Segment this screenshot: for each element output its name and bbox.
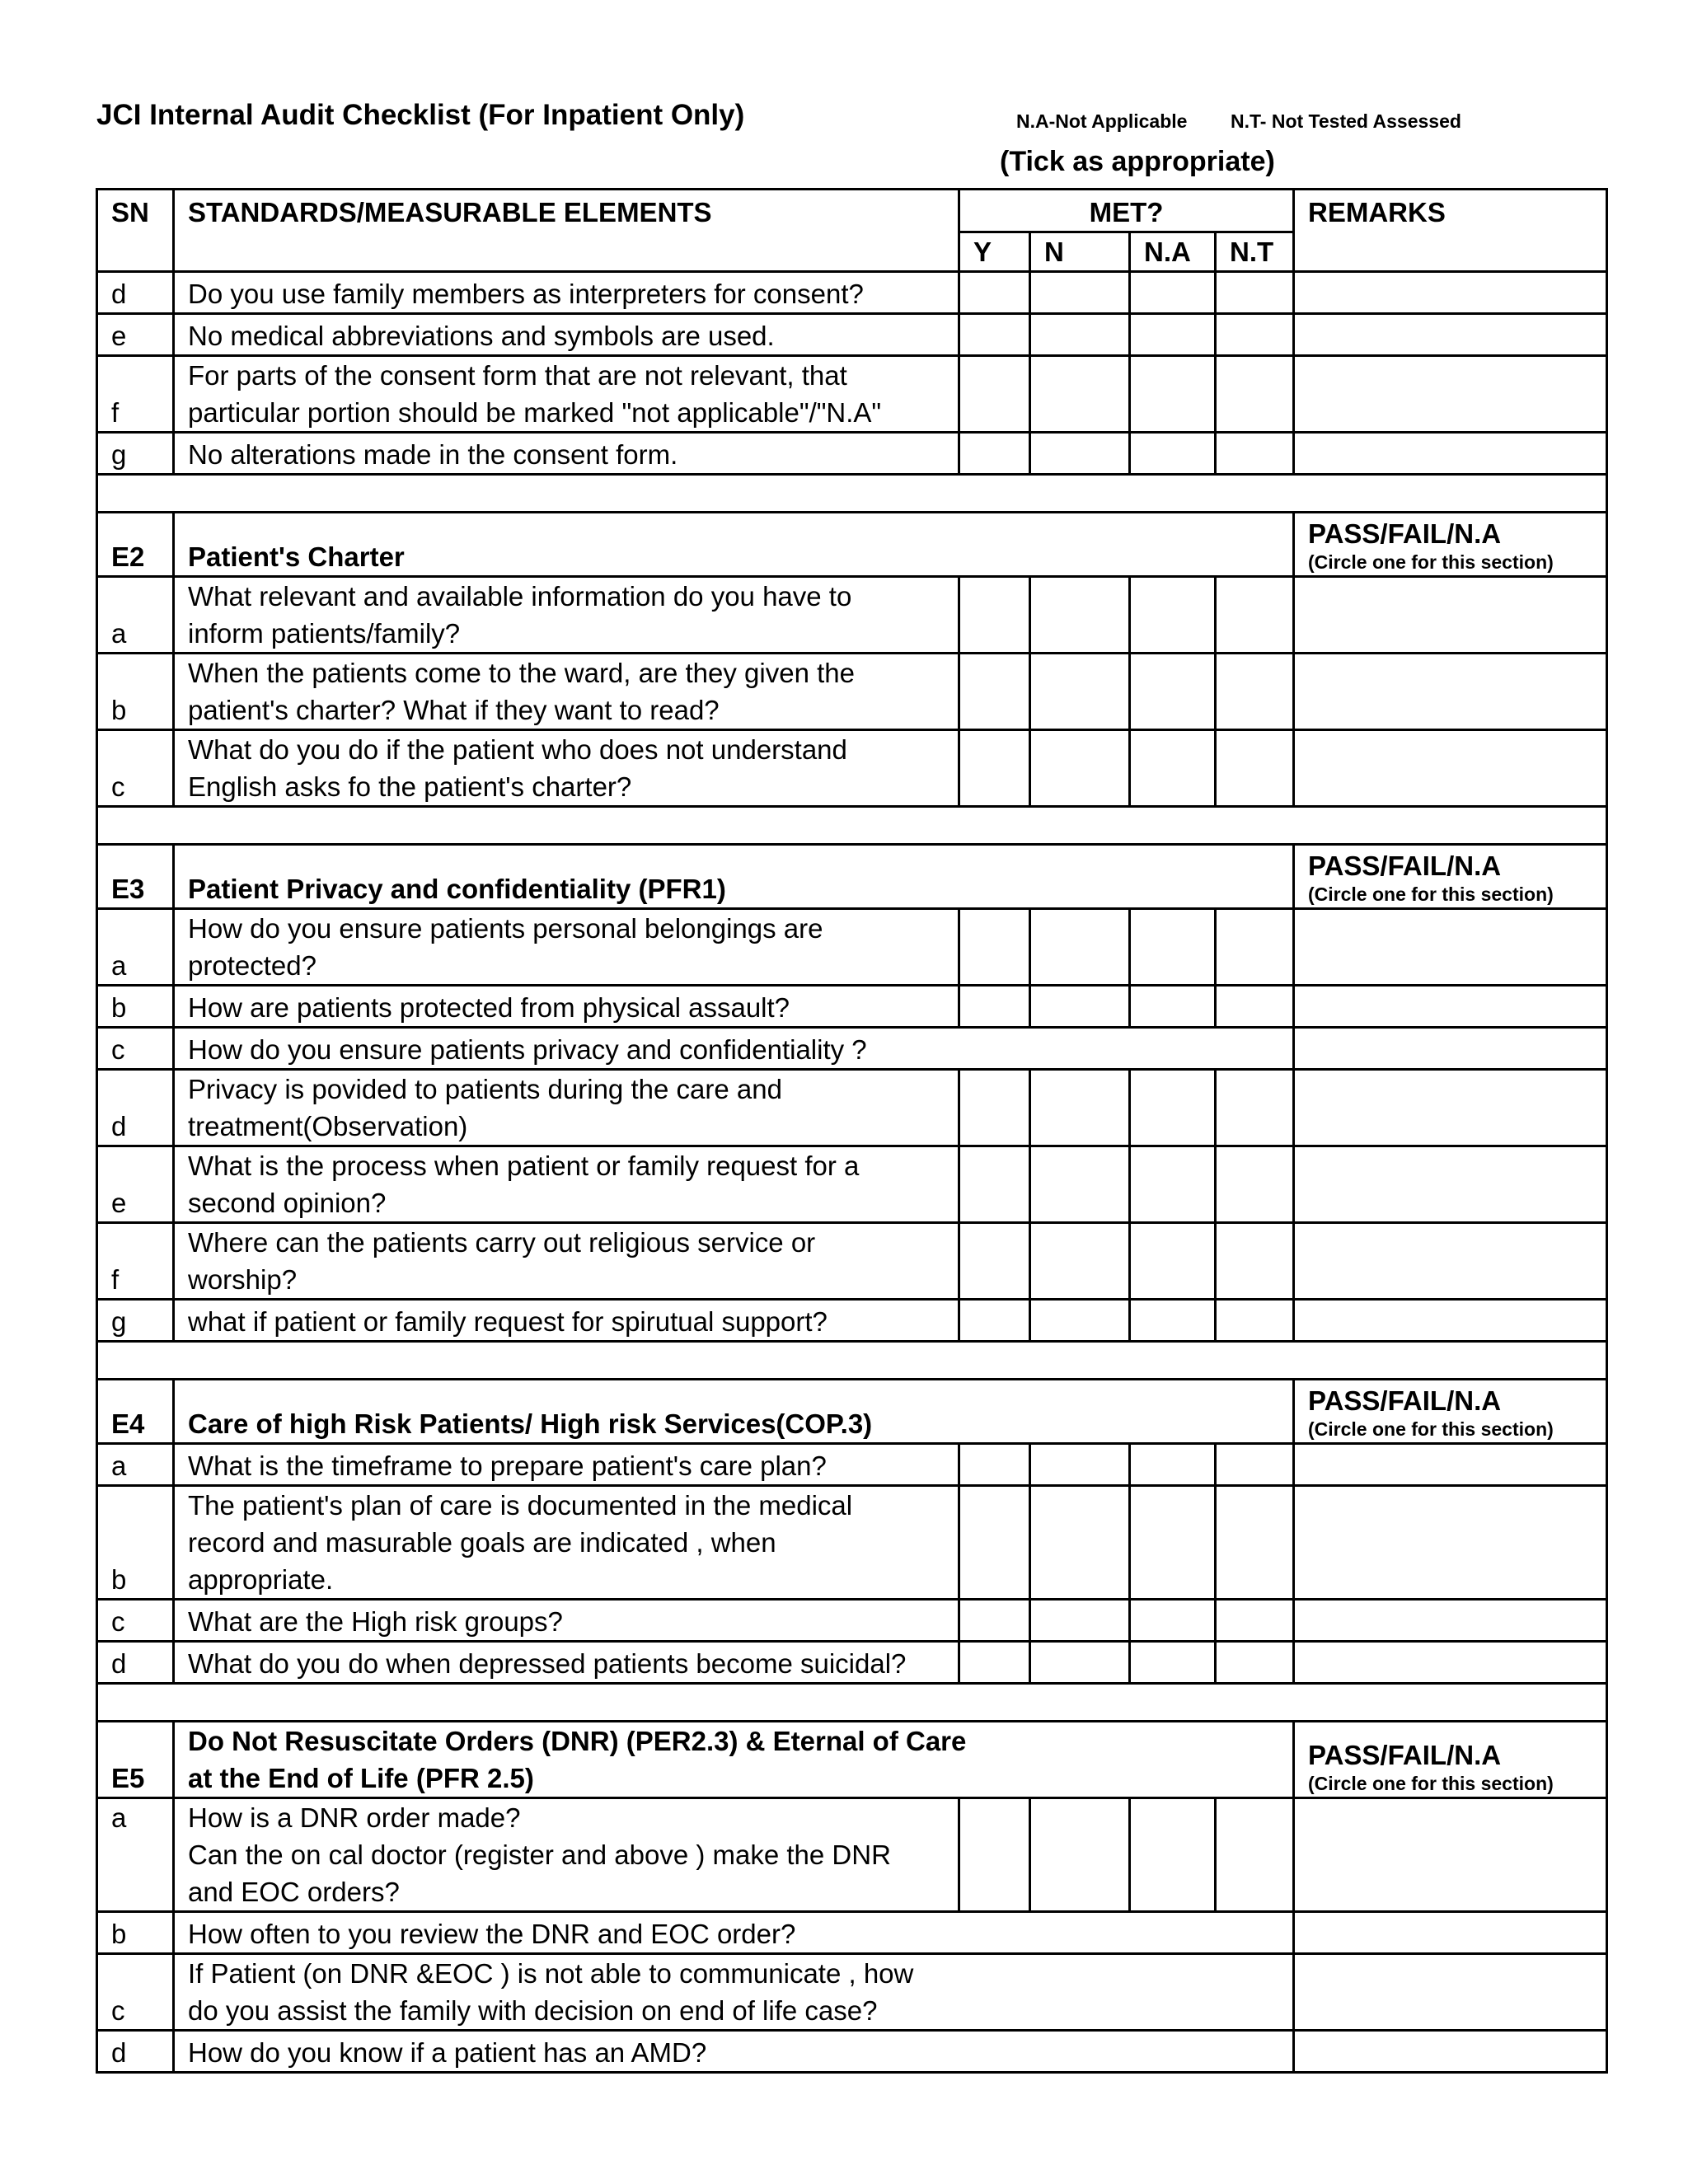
table-row <box>97 1486 1607 1600</box>
remarks-cell[interactable] <box>1294 1642 1607 1684</box>
section-title: Patient Privacy and confidentiality (PFR1) <box>174 845 1294 909</box>
na-checkbox[interactable] <box>1130 1146 1216 1223</box>
row-text: No medical abbreviations and symbols are used. <box>174 314 959 356</box>
section-sn: E3 <box>97 845 174 909</box>
row-text: If Patient (on DNR &EOC ) is not able to communicate , how do you assist the family with decision on end of life case? <box>174 1954 1294 2031</box>
nt-legend: N.T- Not Tested Assessed <box>1231 110 1461 132</box>
na-checkbox[interactable] <box>1130 1486 1216 1600</box>
row-text: Where can the patients carry out religious service or worship? <box>174 1223 959 1300</box>
na-checkbox[interactable] <box>1130 730 1216 807</box>
row-text: How do you know if a patient has an AMD? <box>174 2031 1294 2073</box>
row-text: What do you do when depressed patients become suicidal? <box>174 1642 959 1684</box>
row-text: How do you ensure patients personal belongings are protected? <box>174 909 959 986</box>
n-checkbox[interactable] <box>1030 1070 1130 1146</box>
table-row <box>97 1912 1607 1954</box>
page-title: JCI Internal Audit Checklist (For Inpatient Only) <box>96 99 745 131</box>
row-text: What is the timeframe to prepare patient's care plan? <box>174 1444 959 1486</box>
row-sn: a <box>97 1798 174 1912</box>
table-header-row <box>97 190 1607 232</box>
row-sn: c <box>97 730 174 807</box>
nt-checkbox[interactable] <box>1216 1444 1294 1486</box>
y-checkbox[interactable] <box>959 356 1030 433</box>
section-title: Do Not Resuscitate Orders (DNR) (PER2.3) & Eternal of Care at the End of Life (PFR 2.5) <box>174 1722 1294 1798</box>
na-checkbox[interactable] <box>1130 1070 1216 1146</box>
table-row <box>97 1300 1607 1342</box>
remarks-cell[interactable] <box>1294 1486 1607 1600</box>
table-row <box>97 1028 1607 1070</box>
row-sn: g <box>97 1300 174 1342</box>
nt-checkbox[interactable] <box>1216 986 1294 1028</box>
section-header-row <box>97 1380 1607 1444</box>
row-text: How are patients protected from physical assault? <box>174 986 959 1028</box>
table-row <box>97 314 1607 356</box>
row-sn: c <box>97 1600 174 1642</box>
remarks-cell[interactable] <box>1294 1070 1607 1146</box>
na-checkbox[interactable] <box>1130 577 1216 654</box>
y-checkbox[interactable] <box>959 314 1030 356</box>
spacer-row <box>97 1342 1607 1380</box>
remarks-cell[interactable] <box>1294 1300 1607 1342</box>
row-sn: b <box>97 1912 174 1954</box>
n-checkbox[interactable] <box>1030 1486 1130 1600</box>
table-row <box>97 1798 1607 1912</box>
remarks-cell[interactable] <box>1294 433 1607 475</box>
pass-fail-cell[interactable]: PASS/FAIL/N.A (Circle one for this section) <box>1294 513 1607 577</box>
nt-checkbox[interactable] <box>1216 654 1294 730</box>
n-checkbox[interactable] <box>1030 1444 1130 1486</box>
row-text: The patient's plan of care is documented in the medical record and masurable goals are indicated , when appropriate. <box>174 1486 959 1600</box>
row-sn: b <box>97 986 174 1028</box>
y-checkbox[interactable] <box>959 577 1030 654</box>
y-checkbox[interactable] <box>959 654 1030 730</box>
row-text: Privacy is povided to patients during the care and treatment(Observation) <box>174 1070 959 1146</box>
na-checkbox[interactable] <box>1130 1444 1216 1486</box>
n-checkbox[interactable] <box>1030 577 1130 654</box>
n-checkbox[interactable] <box>1030 1146 1130 1223</box>
row-text: How is a DNR order made? Can the on cal doctor (register and above ) make the DNR and EOC orders? <box>174 1798 959 1912</box>
y-checkbox[interactable] <box>959 986 1030 1028</box>
na-checkbox[interactable] <box>1130 909 1216 986</box>
tick-instruction: (Tick as appropriate) <box>1000 146 1275 177</box>
n-checkbox[interactable] <box>1030 356 1130 433</box>
row-text: What are the High risk groups? <box>174 1600 959 1642</box>
row-sn: b <box>97 1486 174 1600</box>
row-sn: c <box>97 1028 174 1070</box>
n-checkbox[interactable] <box>1030 654 1130 730</box>
na-header: N.A <box>1130 232 1216 272</box>
n-checkbox[interactable] <box>1030 1798 1130 1912</box>
sn-header: SN <box>97 190 174 272</box>
remarks-cell[interactable] <box>1294 909 1607 986</box>
table-row <box>97 577 1607 654</box>
row-text: What do you do if the patient who does not understand English asks fo the patient's charter? <box>174 730 959 807</box>
section-header-row <box>97 1722 1607 1798</box>
table-row <box>97 1146 1607 1223</box>
table-row <box>97 1223 1607 1300</box>
remarks-cell[interactable] <box>1294 1798 1607 1912</box>
spacer-row <box>97 807 1607 845</box>
y-checkbox[interactable] <box>959 1070 1030 1146</box>
row-text: Do you use family members as interpreters for consent? <box>174 272 959 314</box>
row-text: For parts of the consent form that are not relevant, that particular portion should be marked "not applicable"/"N.A" <box>174 356 959 433</box>
remarks-cell[interactable] <box>1294 314 1607 356</box>
remarks-cell[interactable] <box>1294 1146 1607 1223</box>
remarks-cell[interactable] <box>1294 1912 1607 1954</box>
row-sn: f <box>97 1223 174 1300</box>
row-sn: a <box>97 909 174 986</box>
row-sn: e <box>97 1146 174 1223</box>
row-text: what if patient or family request for spirutual support? <box>174 1300 959 1342</box>
nt-checkbox[interactable] <box>1216 1300 1294 1342</box>
row-text: What relevant and available information do you have to inform patients/family? <box>174 577 959 654</box>
y-checkbox[interactable] <box>959 1486 1030 1600</box>
na-checkbox[interactable] <box>1130 1600 1216 1642</box>
nt-checkbox[interactable] <box>1216 1486 1294 1600</box>
nt-checkbox[interactable] <box>1216 314 1294 356</box>
na-checkbox[interactable] <box>1130 654 1216 730</box>
remarks-cell[interactable] <box>1294 2031 1607 2073</box>
nt-checkbox[interactable] <box>1216 1223 1294 1300</box>
spacer-row <box>97 475 1607 513</box>
row-text: What is the process when patient or family request for a second opinion? <box>174 1146 959 1223</box>
y-checkbox[interactable] <box>959 433 1030 475</box>
row-sn: g <box>97 433 174 475</box>
table-row <box>97 1954 1607 2031</box>
row-sn: d <box>97 1070 174 1146</box>
nt-checkbox[interactable] <box>1216 1642 1294 1684</box>
y-checkbox[interactable] <box>959 730 1030 807</box>
na-checkbox[interactable] <box>1130 986 1216 1028</box>
remarks-cell[interactable] <box>1294 1600 1607 1642</box>
row-text: When the patients come to the ward, are they given the patient's charter? What if they want to read? <box>174 654 959 730</box>
y-checkbox[interactable] <box>959 1444 1030 1486</box>
y-checkbox[interactable] <box>959 909 1030 986</box>
row-sn: d <box>97 1642 174 1684</box>
n-checkbox[interactable] <box>1030 1300 1130 1342</box>
table-row <box>97 2031 1607 2073</box>
remarks-cell[interactable] <box>1294 1954 1607 2031</box>
row-sn: d <box>97 2031 174 2073</box>
remarks-header: REMARKS <box>1294 190 1607 272</box>
pass-fail-cell[interactable]: PASS/FAIL/N.A (Circle one for this section) <box>1294 1380 1607 1444</box>
standards-header: STANDARDS/MEASURABLE ELEMENTS <box>174 190 959 272</box>
row-sn: e <box>97 314 174 356</box>
y-checkbox[interactable] <box>959 272 1030 314</box>
y-checkbox[interactable] <box>959 1300 1030 1342</box>
nt-header: N.T <box>1216 232 1294 272</box>
nt-checkbox[interactable] <box>1216 1798 1294 1912</box>
n-checkbox[interactable] <box>1030 1600 1130 1642</box>
na-checkbox[interactable] <box>1130 1798 1216 1912</box>
nt-checkbox[interactable] <box>1216 909 1294 986</box>
na-checkbox[interactable] <box>1130 433 1216 475</box>
table-row <box>97 654 1607 730</box>
na-checkbox[interactable] <box>1130 1300 1216 1342</box>
row-sn: a <box>97 1444 174 1486</box>
row-text: How often to you review the DNR and EOC order? <box>174 1912 1294 1954</box>
na-checkbox[interactable] <box>1130 356 1216 433</box>
table-row <box>97 1070 1607 1146</box>
table-row <box>97 1642 1607 1684</box>
row-sn: c <box>97 1954 174 2031</box>
section-sn: E4 <box>97 1380 174 1444</box>
row-sn: b <box>97 654 174 730</box>
pass-fail-cell[interactable]: PASS/FAIL/N.A (Circle one for this section) <box>1294 845 1607 909</box>
y-checkbox[interactable] <box>959 1146 1030 1223</box>
section-sn: E5 <box>97 1722 174 1798</box>
table-row <box>97 356 1607 433</box>
table-row <box>97 1444 1607 1486</box>
remarks-cell[interactable] <box>1294 1028 1607 1070</box>
remarks-cell[interactable] <box>1294 1444 1607 1486</box>
row-sn: d <box>97 272 174 314</box>
n-checkbox[interactable] <box>1030 986 1130 1028</box>
row-sn: a <box>97 577 174 654</box>
table-row <box>97 730 1607 807</box>
n-checkbox[interactable] <box>1030 730 1130 807</box>
row-sn: f <box>97 356 174 433</box>
na-checkbox[interactable] <box>1130 272 1216 314</box>
nt-checkbox[interactable] <box>1216 1146 1294 1223</box>
nt-checkbox[interactable] <box>1216 730 1294 807</box>
nt-checkbox[interactable] <box>1216 1070 1294 1146</box>
nt-checkbox[interactable] <box>1216 272 1294 314</box>
remarks-cell[interactable] <box>1294 356 1607 433</box>
y-checkbox[interactable] <box>959 1223 1030 1300</box>
remarks-cell[interactable] <box>1294 272 1607 314</box>
remarks-cell[interactable] <box>1294 1223 1607 1300</box>
n-header: N <box>1030 232 1130 272</box>
remarks-cell[interactable] <box>1294 577 1607 654</box>
table-row <box>97 433 1607 475</box>
na-checkbox[interactable] <box>1130 314 1216 356</box>
n-checkbox[interactable] <box>1030 433 1130 475</box>
met-header: MET? <box>959 190 1294 232</box>
section-header-row <box>97 845 1607 909</box>
table-row <box>97 272 1607 314</box>
row-text: How do you ensure patients privacy and confidentiality ? <box>174 1028 1294 1070</box>
y-checkbox[interactable] <box>959 1798 1030 1912</box>
table-row <box>97 986 1607 1028</box>
na-checkbox[interactable] <box>1130 1223 1216 1300</box>
n-checkbox[interactable] <box>1030 314 1130 356</box>
pass-fail-cell[interactable]: PASS/FAIL/N.A (Circle one for this section) <box>1294 1722 1607 1798</box>
y-checkbox[interactable] <box>959 1642 1030 1684</box>
section-sn: E2 <box>97 513 174 577</box>
table-row <box>97 909 1607 986</box>
n-checkbox[interactable] <box>1030 1223 1130 1300</box>
remarks-cell[interactable] <box>1294 986 1607 1028</box>
audit-checklist-table <box>96 188 1608 2074</box>
remarks-cell[interactable] <box>1294 730 1607 807</box>
spacer-row <box>97 1684 1607 1722</box>
section-header-row <box>97 513 1607 577</box>
n-checkbox[interactable] <box>1030 909 1130 986</box>
n-checkbox[interactable] <box>1030 1642 1130 1684</box>
y-header: Y <box>959 232 1030 272</box>
row-text: No alterations made in the consent form. <box>174 433 959 475</box>
nt-checkbox[interactable] <box>1216 433 1294 475</box>
na-checkbox[interactable] <box>1130 1642 1216 1684</box>
y-checkbox[interactable] <box>959 1600 1030 1642</box>
nt-checkbox[interactable] <box>1216 356 1294 433</box>
table-row <box>97 1600 1607 1642</box>
n-checkbox[interactable] <box>1030 272 1130 314</box>
remarks-cell[interactable] <box>1294 654 1607 730</box>
section-title: Patient's Charter <box>174 513 1294 577</box>
na-legend: N.A-Not Applicable <box>1016 110 1188 132</box>
nt-checkbox[interactable] <box>1216 577 1294 654</box>
nt-checkbox[interactable] <box>1216 1600 1294 1642</box>
section-title: Care of high Risk Patients/ High risk Services(COP.3) <box>174 1380 1294 1444</box>
